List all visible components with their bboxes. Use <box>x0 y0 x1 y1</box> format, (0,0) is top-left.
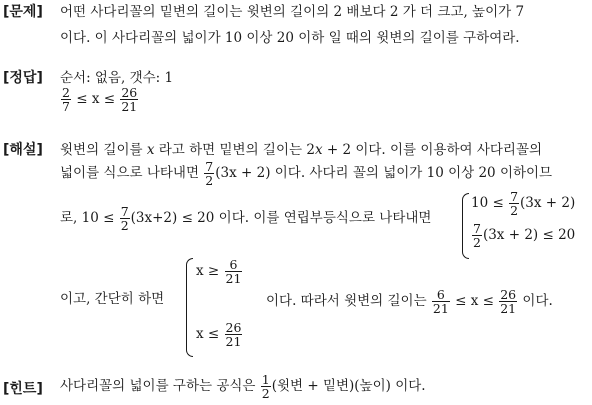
result-sentence: 이다. 따라서 윗변의 길이는 $\frac{6}{21}$ ≤ x ≤ $\frac{26}{21}$ 이다. <box>266 287 553 317</box>
explanation-line-3: 로, 10 ≤ $\frac{7}{2}$ (3x+2) ≤ 20 이다. 이를 연립부등식으로 나타내면 <box>60 204 432 234</box>
explanation-line-4: 이고, 간단히 하면 <box>60 291 165 307</box>
answer-lower-fraction: $\frac{2}{7}$ <box>62 85 70 115</box>
explanation-line-1: 윗변의 길이를 x 라고 하면 밑변의 길이는 2x + 2 이다. 이를 이용하여 사다리꼴의 <box>60 142 543 158</box>
problem-line-2: 이다. 이 사다리꼴의 넓이가 10 이상 20 이하 일 때의 윗변의 길이를 구하여라. <box>60 30 520 46</box>
fraction-7-2: $\frac{7}{2}$ <box>205 159 214 189</box>
hint-line: 사다리꼴의 넓이를 구하는 공식은 $\frac{1}{2}$ (윗변 + 밑변)(높이) 이다. <box>60 372 426 402</box>
system-inequality-2: $\frac{7}{2}$ (3x + 2) ≤ 20 <box>473 221 576 251</box>
solution-inequality-1: x ≥ $\frac{6}{21}$ <box>196 257 242 287</box>
answer-upper-fraction: $\frac{26}{21}$ <box>121 85 138 115</box>
system-brace <box>462 193 469 259</box>
fraction-7-2: $\frac{7}{2}$ <box>120 204 129 234</box>
solution-inequality-2: x ≤ $\frac{26}{21}$ <box>196 320 242 350</box>
fraction-1-2: $\frac{1}{2}$ <box>261 372 270 402</box>
explanation-line-2: 넓이를 식으로 나타내면 $\frac{7}{2}$ (3x + 2) 이다. 사다리 꼴의 넓이가 10 이상 20 이하이므 <box>60 159 553 189</box>
explanation-label: [해설] <box>3 142 43 158</box>
answer-label: [정답] <box>3 70 43 86</box>
answer-inequality: $\frac{2}{7}$ ≤ x ≤ $\frac{26}{21}$ <box>62 85 138 115</box>
answer-meta: 순서: 없음, 갯수: 1 <box>60 70 174 86</box>
problem-label: [문제] <box>3 4 43 20</box>
solution-brace <box>186 258 193 357</box>
hint-label: [힌트] <box>3 381 43 397</box>
problem-line-1: 어떤 사다리꼴의 밑변의 길이는 윗변의 길이의 2 배보다 2 가 더 크고, 높이가 7 <box>60 4 525 20</box>
system-inequality-1: 10 ≤ $\frac{7}{2}$ (3x + 2) <box>471 189 576 219</box>
